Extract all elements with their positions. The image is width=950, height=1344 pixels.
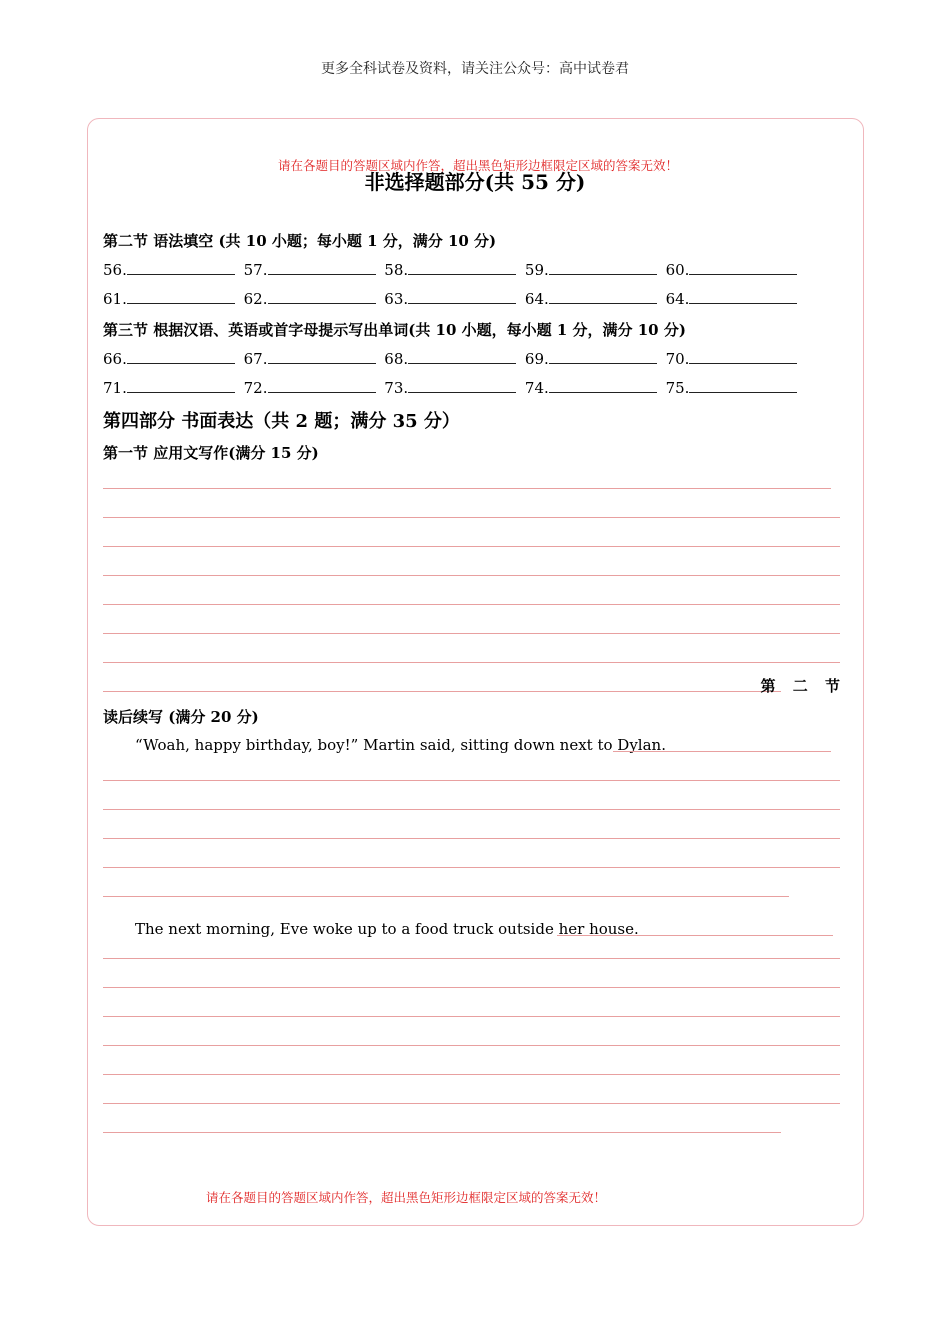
section2-row1: [103, 260, 801, 279]
item-label: 67.: [243, 350, 268, 368]
answer-blank[interactable]: [268, 378, 376, 393]
warning-top: 请在各题目的答题区域内作答，超出黑色矩形边框限定区域的答案无效！: [278, 158, 679, 173]
paragraph2-opening: The next morning, Eve woke up to a food truck outside her house.: [135, 920, 639, 938]
part4-sec2-heading: 读后续写 (满分 20 分): [103, 708, 259, 726]
writing-line[interactable]: [103, 546, 840, 547]
writing-line[interactable]: [103, 1074, 840, 1075]
answer-blank[interactable]: [127, 378, 235, 393]
answer-blank[interactable]: [408, 378, 516, 393]
item-label: 57.: [243, 261, 268, 279]
answer-blank[interactable]: [549, 260, 657, 275]
item-label: 59.: [524, 261, 549, 279]
part4-sec2-tail: 第 二 节: [760, 677, 846, 695]
writing-line[interactable]: [103, 838, 840, 839]
answer-area-frame: [87, 118, 864, 1226]
writing-line[interactable]: [103, 867, 840, 868]
answer-blank[interactable]: [689, 378, 797, 393]
writing-line[interactable]: [103, 604, 840, 605]
writing-line[interactable]: [613, 751, 831, 752]
item-label: 72.: [243, 379, 268, 397]
section3-row1: [103, 349, 801, 368]
writing-line[interactable]: [557, 935, 833, 936]
answer-blank[interactable]: [408, 260, 516, 275]
answer-blank[interactable]: [408, 289, 516, 304]
writing-line[interactable]: [103, 662, 840, 663]
part4-title: 第四部分 书面表达（共 2 题；满分 35 分）: [103, 411, 460, 432]
writing-line[interactable]: [103, 517, 840, 518]
answer-blank[interactable]: [127, 349, 235, 364]
writing-line[interactable]: [103, 1132, 781, 1133]
section3-heading: 第三节 根据汉语、英语或首字母提示写出单词(共 10 小题，每小题 1 分，满分 10 分): [103, 321, 686, 339]
item-label: 75.: [665, 379, 690, 397]
answer-blank[interactable]: [127, 260, 235, 275]
item-label: 64.: [665, 290, 690, 308]
item-label: 60.: [665, 261, 690, 279]
item-label: 64.: [524, 290, 549, 308]
item-label: 74.: [524, 379, 549, 397]
main-title: 非选择题部分(共 55 分): [364, 170, 586, 194]
writing-line[interactable]: [103, 633, 840, 634]
section2-heading: 第二节 语法填空 (共 10 小题；每小题 1 分，满分 10 分): [103, 232, 497, 250]
answer-blank[interactable]: [268, 260, 376, 275]
writing-line[interactable]: [103, 1045, 840, 1046]
answer-blank[interactable]: [549, 289, 657, 304]
warning-bottom: 请在各题目的答题区域内作答，超出黑色矩形边框限定区域的答案无效！: [206, 1190, 607, 1205]
item-label: 73.: [384, 379, 409, 397]
writing-line[interactable]: [103, 780, 840, 781]
part4-sec1-heading: 第一节 应用文写作(满分 15 分): [103, 444, 319, 462]
item-label: 62.: [243, 290, 268, 308]
item-label: 71.: [103, 379, 127, 397]
item-label: 61.: [103, 290, 127, 308]
writing-line[interactable]: [103, 1103, 840, 1104]
answer-blank[interactable]: [408, 349, 516, 364]
writing-line[interactable]: [103, 809, 840, 810]
writing-line[interactable]: [103, 896, 789, 897]
writing-line[interactable]: [103, 1016, 840, 1017]
answer-blank[interactable]: [549, 349, 657, 364]
paragraph1-opening: “Woah, happy birthday, boy!” Martin said, sitting down next to Dylan.: [135, 736, 666, 754]
writing-line[interactable]: [103, 575, 840, 576]
section3-row2: [103, 378, 801, 397]
item-label: 63.: [384, 290, 409, 308]
answer-blank[interactable]: [127, 289, 235, 304]
item-label: 56.: [103, 261, 127, 279]
item-label: 68.: [384, 350, 409, 368]
section2-row2: [103, 289, 801, 308]
answer-blank[interactable]: [689, 260, 797, 275]
answer-blank[interactable]: [689, 349, 797, 364]
writing-line[interactable]: [103, 987, 840, 988]
item-label: 69.: [524, 350, 549, 368]
writing-line[interactable]: [103, 958, 840, 959]
writing-line[interactable]: [103, 691, 781, 692]
answer-blank[interactable]: [268, 349, 376, 364]
answer-blank[interactable]: [549, 378, 657, 393]
answer-blank[interactable]: [689, 289, 797, 304]
writing-line[interactable]: [103, 488, 831, 489]
item-label: 66.: [103, 350, 127, 368]
item-label: 70.: [665, 350, 690, 368]
item-label: 58.: [384, 261, 409, 279]
header-note: 更多全科试卷及资料，请关注公众号：高中试卷君: [321, 61, 629, 77]
answer-blank[interactable]: [268, 289, 376, 304]
